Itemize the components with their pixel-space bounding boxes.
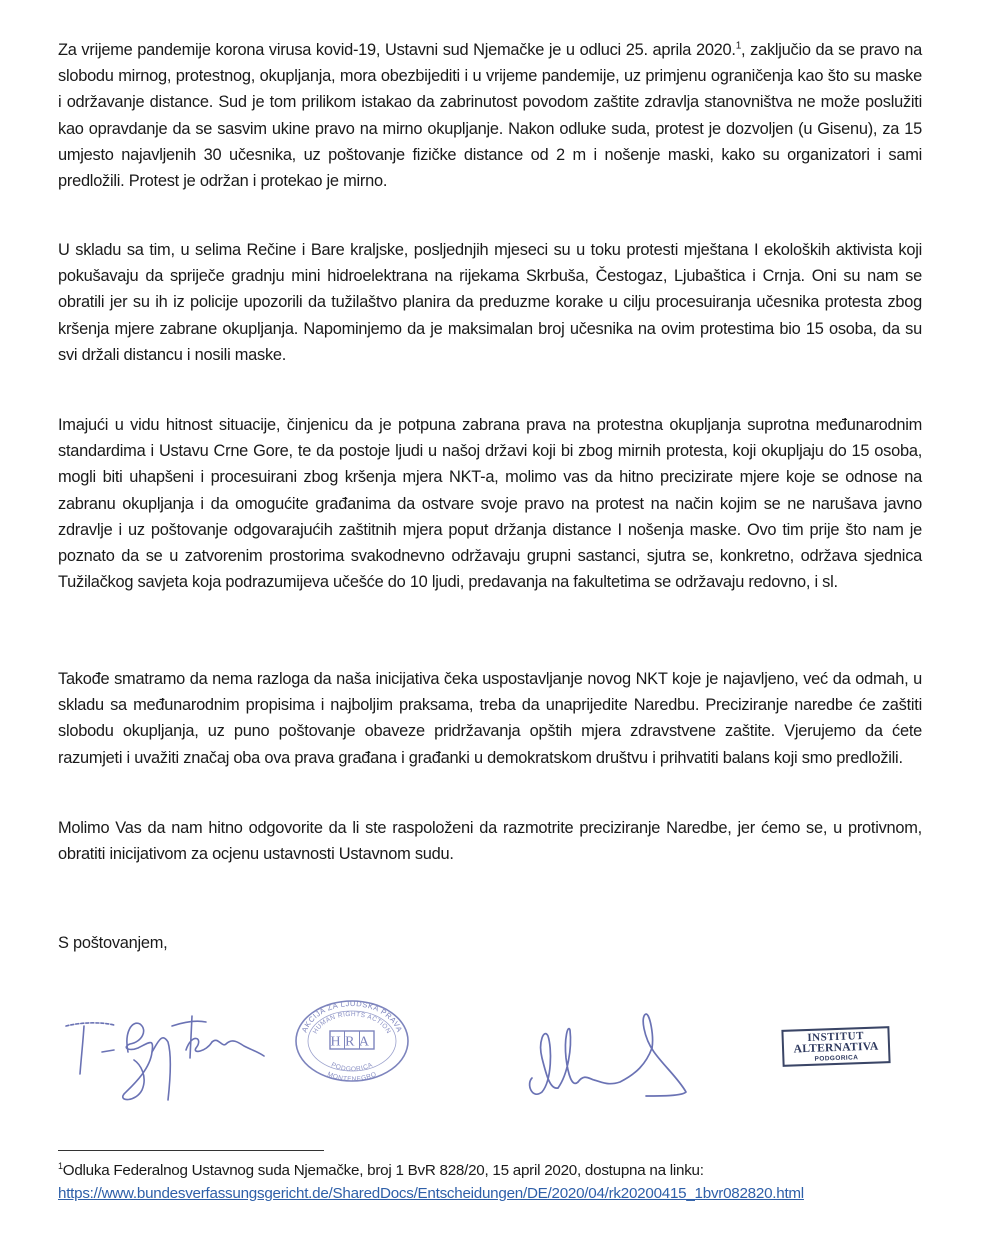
paragraph-4: Takođe smatramo da nema razloga da naša inicijativa čeka uspostavljanje novog NKT koje je najavljeno, već da odmah, u skladu sa međunarodnim propisima i najboljim praksama, treba da unaprijedite Naredbu. Preciziranje naredbe će zaštiti slobodu okupljanja, uz puno poštovanje obaveze pridržavanja opštih mjera zdravstvene zaštite. Vjerujemo da ćete razumjeti i uvažiti značaj oba ova prava građana i građanki u demokratskom društvu i prihvatiti balans koji smo predložili.: [58, 670, 922, 767]
paragraph-1-text-b: , zaključio da se pravo na slobodu mirnog, protestnog, okupljanja, mora obezbijediti i u vrijeme pandemije, uz primjenu ograničenja kao što su maske i održavanje distance. Sud je tom prilikom istakao da zabrinutost povodom zaštite zdravlja stanovništva ne može poslužiti kao opravdanje da se sasvim ukine pravo na mirno okupljanje. Nakon odluke suda, protest je dozvoljen (u Gisenu), za 15 umjesto najavljenih 30 učesnika, uz poštovanje fizičke distance od 2 m i nošenje maski, kako su organizatori i sami predložili. Protest je održan i protekao je mirno.: [58, 41, 922, 191]
stamp-institut-alternativa: [781, 1026, 890, 1067]
signature-2: [522, 1008, 694, 1102]
footnote: [58, 1160, 928, 1205]
paragraph-2: U skladu sa tim, u selima Rečine i Bare kraljske, posljednjih mjeseci su u toku protesti mještana I ekoloških aktivista koji pokušavaju da spriječe gradnju mini hidroelektrana na rijekama Skrbuša, Čestogaz, Ljubaštica i Crnja. Oni su nam se obratili jer su ih iz policije upozorili da tužilaštvo planira da preduzme korake u cilju procesuiranja učesnika protesta zbog kršenja mjere zabrane okupljanja. Napominjemo da je maksimalan broj učesnika na ovim protestima bio 15 osoba, da su svi držali distancu i nosili maske.: [58, 241, 922, 364]
footnote-separator: [58, 1150, 324, 1151]
closing-salutation: S poštovanjem,: [58, 934, 168, 952]
stamp-hra-inner-text: HUMAN RIGHTS ACTION: [311, 1010, 393, 1036]
stamp-ia-line-2: ALTERNATIVA: [793, 1040, 879, 1056]
svg-text:PODGORICA: [330, 1061, 374, 1073]
footnote-number: 1: [58, 1160, 63, 1171]
signature-1: [62, 1012, 268, 1104]
paragraph-3: Imajući u vidu hitnost situacije, činjenicu da je potpuna zabrana prava na protestna okupljanja suprotna međunarodnim standardima i Ustavu Crne Gore, te da postoje ljudi u našoj državi koji bi zbog mirnih protesta, koji okupljaju do 15 osoba, mogli biti uhapšeni i procesuirani zbog kršenja mjera NKT-a, molimo vas da hitno precizirate mjere koje se odnose na zabranu okupljanja i da omogućite građanima da ostvare svoje pravo na protest na način kojim se ne narušava javno zdravlje i uz poštovanje odgovarajućih zaštitnih mjera poput držanja distance I nošenja maske. Ovo tim prije što nam je poznato da se u zatvorenim prostorima svakodnevno održavaju grupni sastanci, sjutra se, konkretno, održava sjednica Tužilačkog savjeta koja podrazumijeva učešće do 10 ljudi, predavanja na fakultetima se održavaju redovno, i sl.: [58, 416, 922, 592]
paragraph-1: [58, 37, 922, 194]
footnote-reference[interactable]: 1: [735, 40, 742, 52]
stamp-ia-line-1: INSTITUT: [807, 1030, 865, 1044]
paragraph-1-text-a: Za vrijeme pandemije korona virusa kovid-19, Ustavni sud Njemačke je u odluci 25. aprila 2020.: [58, 41, 736, 59]
stamp-human-rights-action: [293, 998, 411, 1084]
stamp-hra-center-text: HRA: [330, 1034, 374, 1050]
stamp-hra-outer-text: AKCIJA ZA LJUDSKA PRAVA: [299, 998, 405, 1034]
paragraph-5: Molimo Vas da nam hitno odgovorite da li ste raspoloženi da razmotrite preciziranje Naredbe, jer ćemo se, u protivnom, obratiti inicijativom za ocjenu ustavnosti Ustavnom sudu.: [58, 819, 922, 864]
stamp-hra-bottom-text: PODGORICA: [330, 1061, 374, 1074]
stamp-hra-bottom-outer-text: MONTENEGRO: [326, 1070, 378, 1084]
footnote-link[interactable]: https://www.bundesverfassungsgericht.de/SharedDocs/Entscheidungen/DE/2020/04/rk20200415_1bvr082820.html: [58, 1184, 804, 1202]
footnote-text: Odluka Federalnog Ustavnog suda Njemačke, broj 1 BvR 828/20, 15 april 2020, dostupna na linku:: [62, 1162, 704, 1179]
stamp-ia-line-3: PODGORICA: [814, 1053, 859, 1063]
